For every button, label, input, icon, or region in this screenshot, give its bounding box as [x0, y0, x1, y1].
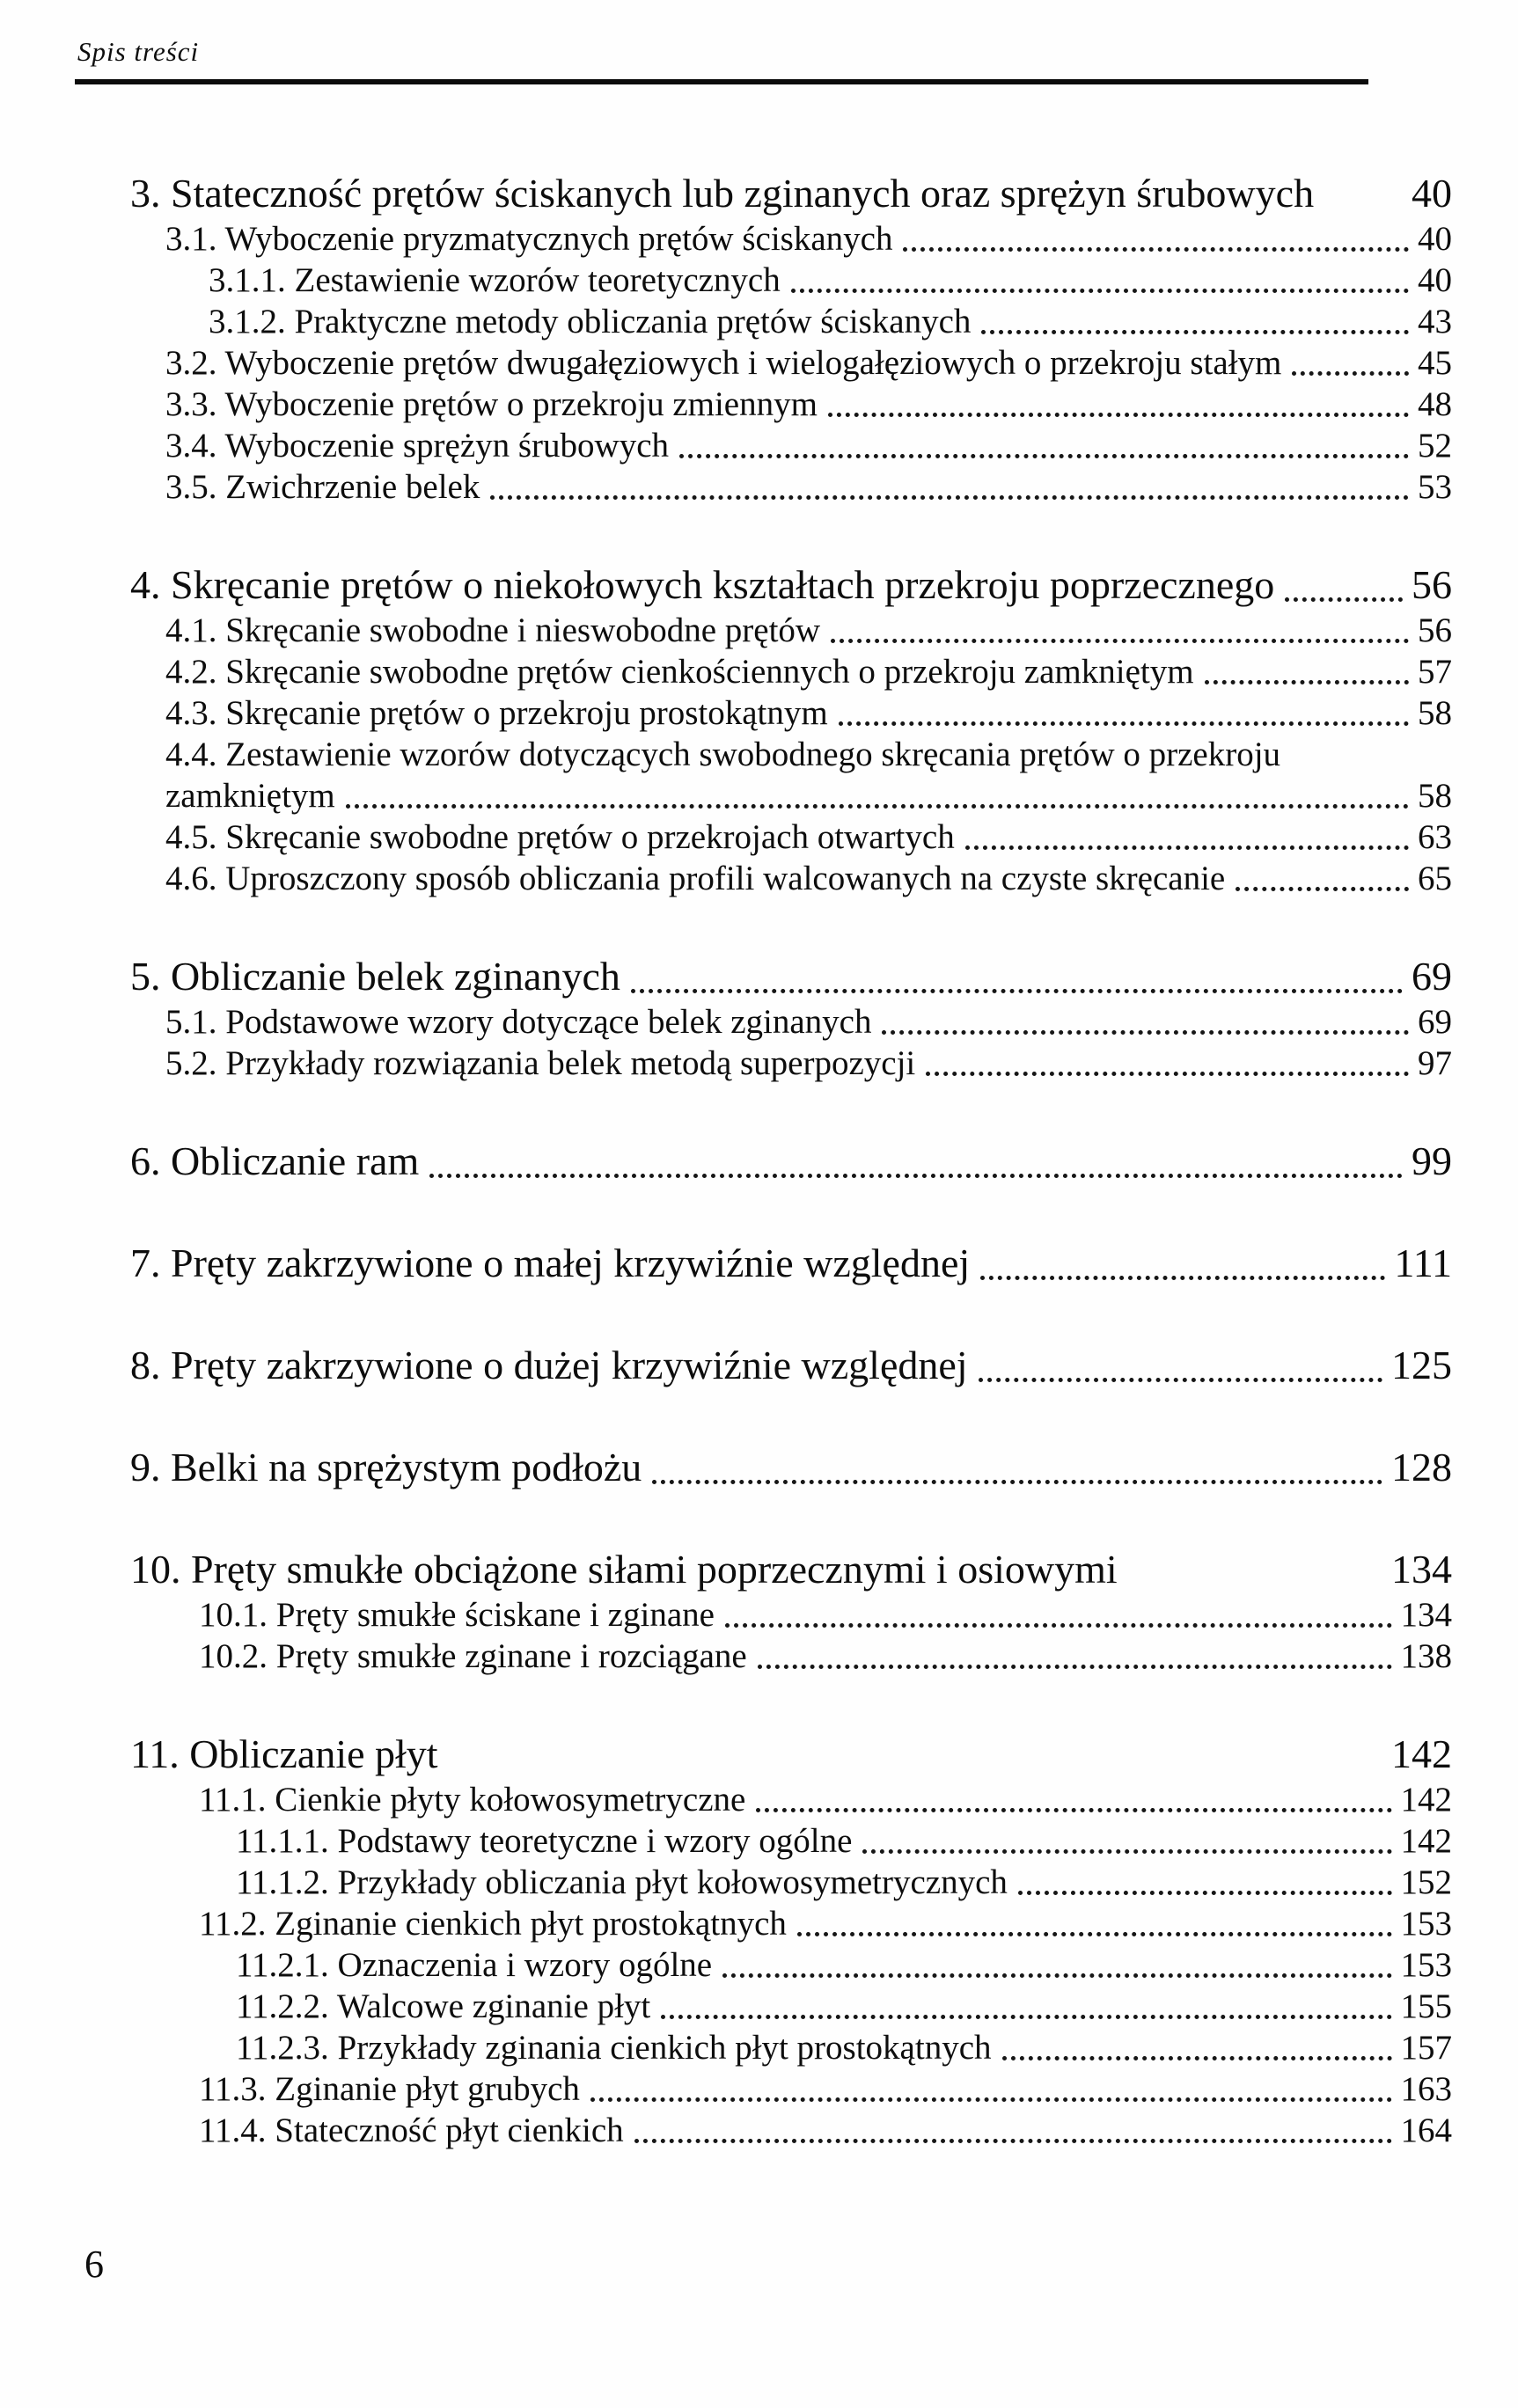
dot-leader [926, 1072, 1409, 1076]
toc-entry [0, 775, 1452, 816]
dot-leader [490, 495, 1409, 500]
dot-leader [839, 721, 1409, 726]
dot-leader [429, 1174, 1403, 1178]
dot-leader [981, 330, 1409, 334]
entry-label: 3.1. Wyboczenie pryzmatycznych prętów ściskanych [165, 220, 893, 258]
entry-label: 4.2. Skręcanie swobodne prętów cienkościennych o przekroju zamkniętym [165, 653, 1194, 691]
dot-leader [1285, 597, 1403, 602]
page-number: 99 [1412, 1138, 1452, 1183]
page-number: 111 [1394, 1241, 1452, 1285]
entry-label: 5.1. Podstawowe wzory dotyczące belek zginanych [165, 1003, 872, 1041]
toc-chapter-entry [0, 1730, 1452, 1779]
page-number: 134 [1400, 1596, 1452, 1634]
page-number: 56 [1412, 562, 1452, 607]
toc-chapter-entry [0, 1137, 1452, 1186]
toc-entry [0, 858, 1452, 899]
page-number: 69 [1412, 954, 1452, 999]
entry-label: 3.5. Zwichrzenie belek [165, 468, 480, 506]
dot-leader [756, 1808, 1391, 1812]
dot-leader [797, 1932, 1392, 1936]
toc-entry [0, 816, 1452, 858]
entry-label: 11.2.3. Przykłady zginania cienkich płyt prostokątnych [236, 2029, 992, 2067]
toc-entry [0, 2110, 1452, 2151]
page-number: 69 [1418, 1003, 1452, 1041]
entry-label-continuation: zamkniętym [165, 777, 335, 815]
toc-entry [0, 734, 1452, 775]
toc-chapter-entry [0, 169, 1452, 218]
toc-entry [0, 384, 1452, 425]
toc-entry [0, 1001, 1452, 1043]
dot-leader [1292, 371, 1409, 376]
footer-page-number: 6 [84, 2243, 104, 2286]
entry-label: 4.4. Zestawienie wzorów dotyczących swobodnego skręcania prętów o przekroju [165, 736, 1281, 773]
page-number: 53 [1418, 468, 1452, 506]
dot-leader [631, 989, 1403, 993]
toc-chapter-entry [0, 1341, 1452, 1390]
page-number: 65 [1418, 860, 1452, 897]
page-number: 40 [1418, 261, 1452, 299]
entry-label: 11.2. Zginanie cienkich płyt prostokątnych [199, 1905, 787, 1943]
dot-leader [679, 454, 1409, 458]
dot-leader [1236, 887, 1409, 891]
page-number: 125 [1391, 1343, 1452, 1387]
entry-label: 4.6. Uproszczony sposób obliczania profili walcowanych na czyste skręcanie [165, 860, 1226, 897]
dot-leader [831, 639, 1409, 643]
toc-entry [0, 301, 1452, 342]
page-number: 48 [1418, 385, 1452, 423]
dot-leader [882, 1030, 1409, 1035]
page-number: 152 [1400, 1863, 1452, 1901]
dot-leader [1002, 2056, 1392, 2060]
dot-leader [590, 2097, 1392, 2102]
entry-label: 11.3. Zginanie płyt grubych [199, 2070, 580, 2108]
entry-label: 11.1.1. Podstawy teoretyczne i wzory ogólne [236, 1822, 853, 1860]
page-number: 43 [1418, 303, 1452, 340]
entry-label: 4.1. Skręcanie swobodne i nieswobodne prętów [165, 611, 821, 649]
toc-entry [0, 2068, 1452, 2110]
page-number: 128 [1391, 1445, 1452, 1489]
dot-leader [791, 289, 1409, 293]
page-header [0, 0, 1518, 84]
toc-chapter-entry [0, 560, 1452, 610]
dot-leader [652, 1480, 1382, 1484]
toc-entry [0, 466, 1452, 508]
dot-leader [661, 2015, 1391, 2019]
toc-entry [0, 1043, 1452, 1084]
entry-label: 3.4. Wyboczenie sprężyn śrubowych [165, 427, 670, 465]
toc-entry [0, 1779, 1452, 1820]
entry-label: 10. Pręty smukłe obciążone siłami poprzecznymi i osiowymi [130, 1547, 1118, 1592]
toc-chapter-entry [0, 1239, 1452, 1288]
toc-entry [0, 218, 1452, 260]
entry-label: 11.1. Cienkie płyty kołowosymetryczne [199, 1781, 746, 1819]
dot-leader [965, 845, 1409, 850]
entry-label: 6. Obliczanie ram [130, 1138, 420, 1183]
toc-chapter-entry [0, 1545, 1452, 1594]
toc-entry [0, 692, 1452, 734]
entry-label: 3. Stateczność prętów ściskanych lub zginanych oraz sprężyn śrubowych [130, 171, 1315, 216]
dot-leader [1018, 1891, 1392, 1895]
page-number: 97 [1418, 1044, 1452, 1082]
entry-label: 3.3. Wyboczenie prętów o przekroju zmiennym [165, 385, 818, 423]
page-number: 58 [1418, 694, 1452, 732]
toc-entry [0, 651, 1452, 692]
toc-chapter-entry [0, 952, 1452, 1001]
page-number: 153 [1400, 1905, 1452, 1943]
dot-leader [722, 1973, 1391, 1978]
toc-entry [0, 1903, 1452, 1944]
dot-leader [862, 1849, 1391, 1854]
entry-label: 5.2. Przykłady rozwiązania belek metodą superpozycji [165, 1044, 916, 1082]
toc-entry [0, 425, 1452, 466]
page-number: 157 [1400, 2029, 1452, 2067]
entry-label: 11.2.1. Oznaczenia i wzory ogólne [236, 1946, 713, 1984]
page-number: 56 [1418, 611, 1452, 649]
page-footer [84, 2245, 104, 2284]
dot-leader [725, 1623, 1392, 1628]
page-number: 153 [1400, 1946, 1452, 1984]
page-number: 57 [1418, 653, 1452, 691]
entry-label: 10.1. Pręty smukłe ściskane i zginane [199, 1596, 715, 1634]
page-number: 52 [1418, 427, 1452, 465]
page-number: 138 [1400, 1637, 1452, 1675]
entry-label: 11.4. Stateczność płyt cienkich [199, 2112, 624, 2149]
toc-entry [0, 1636, 1452, 1677]
toc-entry [0, 2027, 1452, 2068]
entry-label: 11.1.2. Przykłady obliczania płyt kołowosymetrycznych [236, 1863, 1008, 1901]
toc-entry [0, 1594, 1452, 1636]
toc-entry [0, 1944, 1452, 1986]
dot-leader [758, 1665, 1392, 1669]
toc-entry [0, 342, 1452, 384]
page-number: 63 [1418, 818, 1452, 856]
page-header-title: Spis treści [77, 36, 200, 67]
entry-label: 4.3. Skręcanie prętów o przekroju prostokątnym [165, 694, 828, 732]
dot-leader [828, 413, 1409, 417]
entry-label: 3.1.2. Praktyczne metody obliczania prętów ściskanych [209, 303, 972, 340]
entry-label: 4.5. Skręcanie swobodne prętów o przekrojach otwartych [165, 818, 955, 856]
toc-chapter-entry [0, 1443, 1452, 1492]
page-number: 142 [1391, 1731, 1452, 1776]
dot-leader [903, 247, 1409, 252]
page-number: 40 [1412, 171, 1452, 216]
page-number: 58 [1418, 777, 1452, 815]
dot-leader [346, 804, 1409, 809]
toc-entry [0, 1986, 1452, 2027]
entry-label: 3.2. Wyboczenie prętów dwugałęziowych i wielogałęziowych o przekroju stałym [165, 344, 1282, 382]
page-number: 164 [1400, 2112, 1452, 2149]
page-number: 142 [1400, 1822, 1452, 1860]
dot-leader [979, 1378, 1382, 1382]
toc-entry [0, 610, 1452, 651]
entry-label: 10.2. Pręty smukłe zginane i rozciągane [199, 1637, 747, 1675]
entry-label: 11.2.2. Walcowe zginanie płyt [236, 1987, 651, 2025]
entry-label: 9. Belki na sprężystym podłożu [130, 1445, 642, 1489]
toc-list [0, 84, 1518, 2151]
entry-label: 7. Pręty zakrzywione o małej krzywiźnie względnej [130, 1241, 971, 1285]
entry-label: 11. Obliczanie płyt [130, 1731, 438, 1776]
page-number: 163 [1400, 2070, 1452, 2108]
page-number: 134 [1391, 1547, 1452, 1592]
page-number: 40 [1418, 220, 1452, 258]
page-number: 155 [1400, 1987, 1452, 2025]
dot-leader [1205, 680, 1409, 684]
dot-leader [980, 1276, 1385, 1280]
entry-label: 5. Obliczanie belek zginanych [130, 954, 620, 999]
toc-entry [0, 1862, 1452, 1903]
entry-label: 8. Pręty zakrzywione o dużej krzywiźnie względnej [130, 1343, 968, 1387]
page-number: 142 [1400, 1781, 1452, 1819]
entry-label: 3.1.1. Zestawienie wzorów teoretycznych [209, 261, 781, 299]
toc-entry [0, 1820, 1452, 1862]
entry-label: 4. Skręcanie prętów o niekołowych kształtach przekroju poprzecznego [130, 562, 1275, 607]
page-number: 45 [1418, 344, 1452, 382]
toc-entry [0, 260, 1452, 301]
dot-leader [634, 2139, 1392, 2143]
